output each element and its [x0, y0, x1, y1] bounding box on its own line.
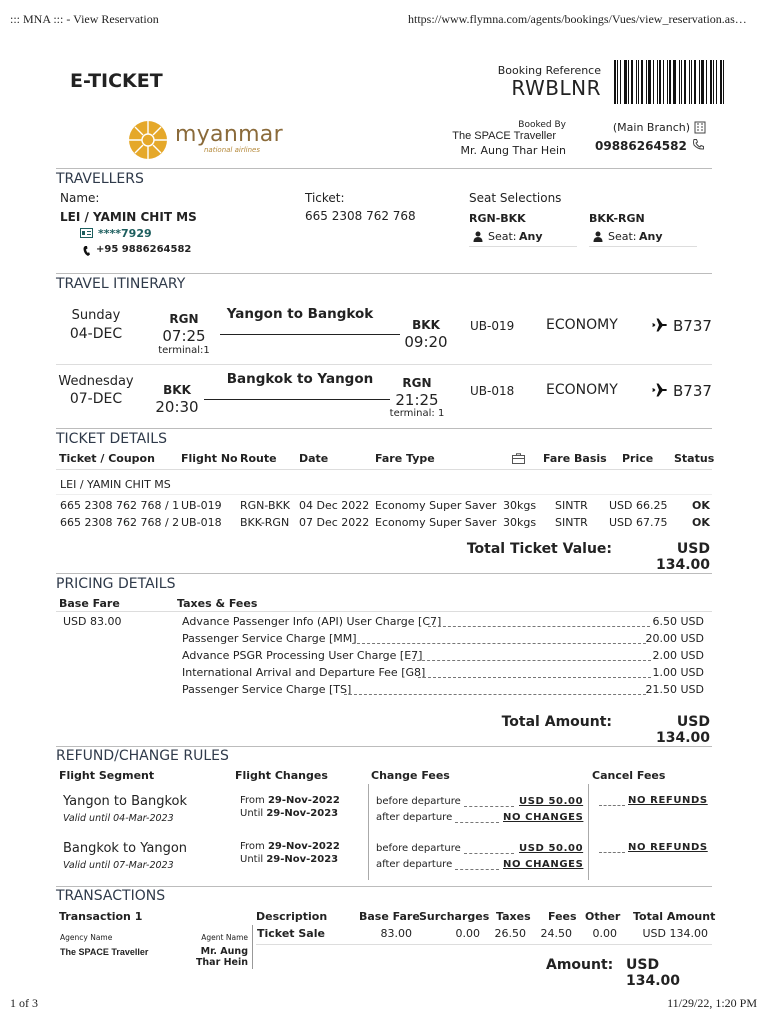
print-datetime: 11/29/22, 1:20 PM — [667, 996, 757, 1010]
divider — [56, 494, 712, 495]
barcode-bar — [638, 60, 639, 104]
col-header: Ticket / Coupon — [59, 452, 155, 465]
barcode-bar — [657, 60, 658, 104]
total-ticket-label: Total Ticket Value: — [466, 541, 612, 557]
tax-amount: 6.50 USD — [652, 615, 704, 628]
barcode-bar — [667, 60, 668, 104]
arr-airport: BKK — [412, 318, 440, 332]
dep-time: 20:30 — [155, 398, 199, 416]
leader-dots — [412, 660, 651, 661]
change-fee-before: USD 50.00 — [519, 843, 584, 854]
divider — [56, 886, 712, 887]
flight-day: Wednesday — [58, 374, 134, 389]
refund-title: REFUND/CHANGE RULES — [56, 748, 229, 764]
browser-title: ::: MNA ::: - View Reservation — [10, 12, 159, 26]
transaction-label: Transaction 1 — [59, 910, 143, 923]
id-card-icon — [80, 228, 93, 238]
tax-row — [182, 631, 706, 648]
barcode-bar — [636, 60, 637, 104]
barcode-bar — [646, 60, 647, 104]
tax-name: International Arrival and Departure Fee [G8] — [182, 666, 426, 679]
airline-logo-icon — [126, 118, 170, 162]
baggage-icon — [512, 453, 525, 464]
total-amount-value: USD 134.00 — [655, 714, 710, 746]
taxes-label: Taxes & Fees — [177, 597, 258, 610]
agent-name-label: Agent Name — [201, 933, 248, 942]
barcode-bar — [713, 60, 714, 104]
leader-dots — [599, 852, 625, 853]
col-header: Description — [256, 910, 328, 923]
flight-number: UB-018 — [470, 384, 515, 398]
barcode-bar — [691, 60, 692, 104]
change-fee-after: NO CHANGES — [503, 812, 584, 823]
browser-url[interactable]: https://www.flymna.com/agents/bookings/Vues/view_reservation.as… — [408, 12, 747, 26]
cut-amount-value: USD 134.00 — [626, 957, 681, 989]
col-header: Cancel Fees — [592, 769, 666, 782]
logo-sub: national airlines — [204, 146, 260, 154]
before-departure-label: before departure — [376, 843, 461, 854]
col-header: Taxes — [496, 910, 531, 923]
logo-name: myanmar — [175, 122, 283, 147]
agency-name: The SPACE Traveller — [60, 947, 149, 957]
seat-value: Any — [519, 230, 543, 243]
price: USD 66.25 — [609, 499, 668, 512]
seat-route-2: BKK-RGN — [589, 212, 645, 225]
route-name: Bangkok to Yangon — [226, 371, 374, 387]
booked-by-agency: The SPACE Traveller — [452, 130, 556, 142]
route: RGN-BKK — [240, 499, 290, 512]
until-date: 29-Nov-2023 — [266, 808, 339, 819]
barcode-bar — [624, 60, 627, 104]
base-fare: USD 83.00 — [63, 615, 122, 628]
col-header: Surcharges — [419, 910, 490, 923]
barcode-bar — [716, 60, 717, 104]
coupon: 665 2308 762 768 / 2 — [60, 516, 180, 529]
segment-name: Bangkok to Yangon — [63, 841, 188, 856]
flight-no: UB-019 — [181, 499, 222, 512]
seat-selection-1[interactable] — [469, 228, 577, 247]
barcode — [614, 60, 710, 104]
arr-time: 09:20 — [404, 333, 448, 351]
divider — [588, 784, 589, 880]
cabin-class: ECONOMY — [546, 382, 618, 398]
from-label: From — [240, 841, 265, 852]
leader-dots — [352, 643, 646, 644]
col-header: Date — [299, 452, 329, 465]
person-icon — [593, 231, 603, 242]
transactions-title: TRANSACTIONS — [56, 888, 166, 904]
divider — [368, 784, 369, 880]
col-header: Base Fare — [359, 910, 420, 923]
barcode-bar — [669, 60, 671, 104]
flight-date: 07-DEC — [69, 391, 123, 407]
divider — [56, 273, 712, 274]
col-header: Flight No — [181, 452, 238, 465]
table-row — [56, 515, 712, 531]
page-title: E-TICKET — [70, 70, 163, 92]
booking-ref: RWBLNR — [511, 76, 601, 100]
barcode-bar — [689, 60, 690, 104]
booked-by-label: Booked By — [518, 120, 566, 130]
segment-name: Yangon to Bangkok — [63, 794, 188, 809]
divider — [56, 746, 712, 747]
divider — [56, 428, 712, 429]
name-label: Name: — [60, 191, 100, 205]
route-line — [204, 399, 390, 400]
aircraft-type: B737 — [673, 317, 712, 335]
phone-icon — [82, 245, 91, 257]
date: 04 Dec 2022 — [299, 499, 370, 512]
after-departure-label: after departure — [376, 812, 453, 823]
cancel-fee: NO REFUNDS — [628, 795, 708, 806]
tx-base: 83.00 — [380, 927, 412, 940]
ticket-details-title: TICKET DETAILS — [56, 431, 167, 447]
seat-selection-2[interactable] — [589, 228, 697, 247]
barcode-bar — [720, 60, 722, 104]
seat-route-1: RGN-BKK — [469, 212, 526, 225]
tax-amount: 1.00 USD — [652, 666, 704, 679]
col-header: Route — [240, 452, 277, 465]
flight-number: UB-019 — [470, 319, 515, 333]
tx-description: Ticket Sale — [257, 927, 325, 940]
col-header: Fare Type — [375, 452, 435, 465]
tax-name: Advance PSGR Processing User Charge [E7] — [182, 649, 423, 662]
seat-label: Seat: — [488, 230, 517, 243]
person-icon — [473, 231, 483, 242]
status: OK — [692, 516, 710, 529]
divider — [252, 925, 253, 969]
traveller-name: LEI / YAMIN CHIT MS — [60, 210, 197, 224]
dep-time: 07:25 — [162, 327, 206, 345]
tx-total: USD 134.00 — [642, 927, 708, 940]
from-label: From — [240, 795, 265, 806]
dep-airport: BKK — [163, 383, 191, 397]
tx-other: 0.00 — [592, 927, 617, 940]
col-header: Change Fees — [371, 769, 450, 782]
barcode-bar — [723, 60, 724, 104]
aircraft-type: B737 — [673, 382, 712, 400]
tax-row — [182, 665, 706, 682]
divider — [256, 944, 712, 945]
plane-icon — [652, 383, 668, 397]
coupon: 665 2308 762 768 / 1 — [60, 499, 180, 512]
before-departure-label: before departure — [376, 796, 461, 807]
seat-selections-label: Seat Selections — [469, 191, 562, 205]
divider — [56, 168, 712, 169]
barcode-bar — [673, 60, 676, 104]
barcode-bar — [710, 60, 712, 104]
dep-terminal: terminal:1 — [158, 345, 210, 356]
leader-dots — [344, 694, 646, 695]
leader-dots — [428, 626, 650, 627]
base-fare-label: Base Fare — [59, 597, 120, 610]
divider — [56, 364, 712, 365]
segment-valid: Valid until 07-Mar-2023 — [63, 860, 174, 871]
from-date: 29-Nov-2022 — [267, 795, 340, 806]
leader-dots — [455, 869, 499, 870]
branch-label: (Main Branch) — [612, 121, 690, 134]
col-header: Other — [585, 910, 621, 923]
itinerary-flight-1 — [56, 300, 712, 360]
travellers-title: TRAVELLERS — [56, 171, 144, 187]
until-date: 29-Nov-2023 — [266, 854, 339, 865]
col-header: Status — [674, 452, 715, 465]
barcode-bar — [617, 60, 618, 104]
leader-dots — [455, 822, 499, 823]
flight-day: Sunday — [71, 308, 121, 323]
cabin-class: ECONOMY — [546, 317, 618, 333]
from-date: 29-Nov-2022 — [267, 841, 340, 852]
barcode-bar — [631, 60, 633, 104]
baggage: 30kgs — [503, 516, 537, 529]
itinerary-flight-2 — [56, 366, 712, 426]
barcode-bar — [701, 60, 704, 104]
until-label: Until — [240, 854, 264, 865]
tx-surcharges: 0.00 — [455, 927, 480, 940]
tax-name: Passenger Service Charge [TS] — [182, 683, 352, 696]
col-header: Fees — [548, 910, 577, 923]
traveller-phone: +95 9886264582 — [96, 244, 192, 255]
booking-ref-label: Booking Reference — [497, 64, 601, 77]
tax-name: Advance Passenger Info (API) User Charge [C7] — [182, 615, 442, 628]
barcode-bar — [628, 60, 629, 104]
seat-value: Any — [639, 230, 663, 243]
leader-dots — [464, 806, 514, 807]
arr-terminal: terminal: 1 — [389, 408, 445, 419]
fare-type: Economy Super Saver — [375, 499, 497, 512]
barcode-bar — [614, 60, 616, 104]
tax-row — [182, 614, 706, 631]
plane-icon — [652, 318, 668, 332]
col-header: Flight Segment — [59, 769, 155, 782]
col-header: Flight Changes — [235, 769, 328, 782]
divider — [56, 611, 712, 612]
segment-valid: Valid until 04-Mar-2023 — [63, 813, 174, 824]
tax-row — [182, 682, 706, 699]
barcode-bar — [641, 60, 643, 104]
tax-amount: 21.50 USD — [645, 683, 704, 696]
route: BKK-RGN — [240, 516, 290, 529]
tx-taxes: 26.50 — [494, 927, 526, 940]
barcode-bar — [679, 60, 680, 104]
leader-dots — [418, 677, 651, 678]
barcode-bar — [620, 60, 621, 104]
table-row — [56, 497, 712, 513]
ticket-passenger: LEI / YAMIN CHIT MS — [60, 478, 171, 491]
agency-name-label: Agency Name — [60, 933, 113, 942]
cancel-fee: NO REFUNDS — [628, 842, 708, 853]
arr-airport: RGN — [402, 376, 432, 390]
arr-time: 21:25 — [395, 391, 439, 409]
itinerary-title: TRAVEL ITINERARY — [56, 276, 186, 292]
agency-phone: 09886264582 — [595, 139, 687, 153]
fare-basis: SINTR — [555, 516, 588, 529]
phone-icon — [692, 138, 705, 151]
ticket-label: Ticket: — [305, 191, 345, 205]
tax-amount: 2.00 USD — [652, 649, 704, 662]
total-amount-label: Total Amount: — [501, 714, 612, 730]
fare-basis: SINTR — [555, 499, 588, 512]
leader-dots — [599, 805, 625, 806]
barcode-bar — [648, 60, 651, 104]
amount-cutoff — [500, 957, 712, 989]
fare-type: Economy Super Saver — [375, 516, 497, 529]
seat-label: Seat: — [608, 230, 637, 243]
until-label: Until — [240, 808, 264, 819]
pricing-title: PRICING DETAILS — [56, 576, 176, 592]
barcode-bar — [699, 60, 700, 104]
tx-fees: 24.50 — [540, 927, 572, 940]
booked-by-person: Mr. Aung Thar Hein — [460, 144, 566, 157]
leader-dots — [464, 853, 514, 854]
after-departure-label: after departure — [376, 859, 453, 870]
route-name: Yangon to Bangkok — [226, 306, 374, 322]
flight-date: 04-DEC — [69, 326, 123, 342]
cut-amount-label: Amount: — [546, 957, 614, 973]
date: 07 Dec 2022 — [299, 516, 370, 529]
barcode-bar — [659, 60, 661, 104]
divider — [56, 573, 712, 574]
col-header: Fare Basis — [543, 452, 607, 465]
change-fee-after: NO CHANGES — [503, 859, 584, 870]
total-ticket-value: USD 134.00 — [655, 541, 710, 573]
flight-no: UB-018 — [181, 516, 222, 529]
route-line — [220, 334, 400, 335]
baggage: 30kgs — [503, 499, 537, 512]
barcode-bar — [694, 60, 696, 104]
tax-row — [182, 648, 706, 665]
tax-amount: 20.00 USD — [645, 632, 704, 645]
dep-airport: RGN — [169, 312, 199, 326]
barcode-bar — [663, 60, 664, 104]
price: USD 67.75 — [609, 516, 668, 529]
ticket-number: 665 2308 762 768 — [305, 209, 416, 223]
page-number: 1 of 3 — [10, 996, 38, 1010]
barcode-bar — [684, 60, 686, 104]
change-fee-before: USD 50.00 — [519, 796, 584, 807]
barcode-bar — [653, 60, 654, 104]
agent-name: Mr. Aung Thar Hein — [195, 946, 248, 968]
divider — [56, 469, 712, 470]
col-header: Total Amount — [633, 910, 716, 923]
id-masked: ****7929 — [98, 227, 152, 240]
building-icon — [694, 121, 706, 134]
status: OK — [692, 499, 710, 512]
barcode-bar — [681, 60, 682, 104]
tax-name: Passenger Service Charge [MM] — [182, 632, 357, 645]
col-header: Price — [622, 452, 654, 465]
barcode-bar — [706, 60, 707, 104]
